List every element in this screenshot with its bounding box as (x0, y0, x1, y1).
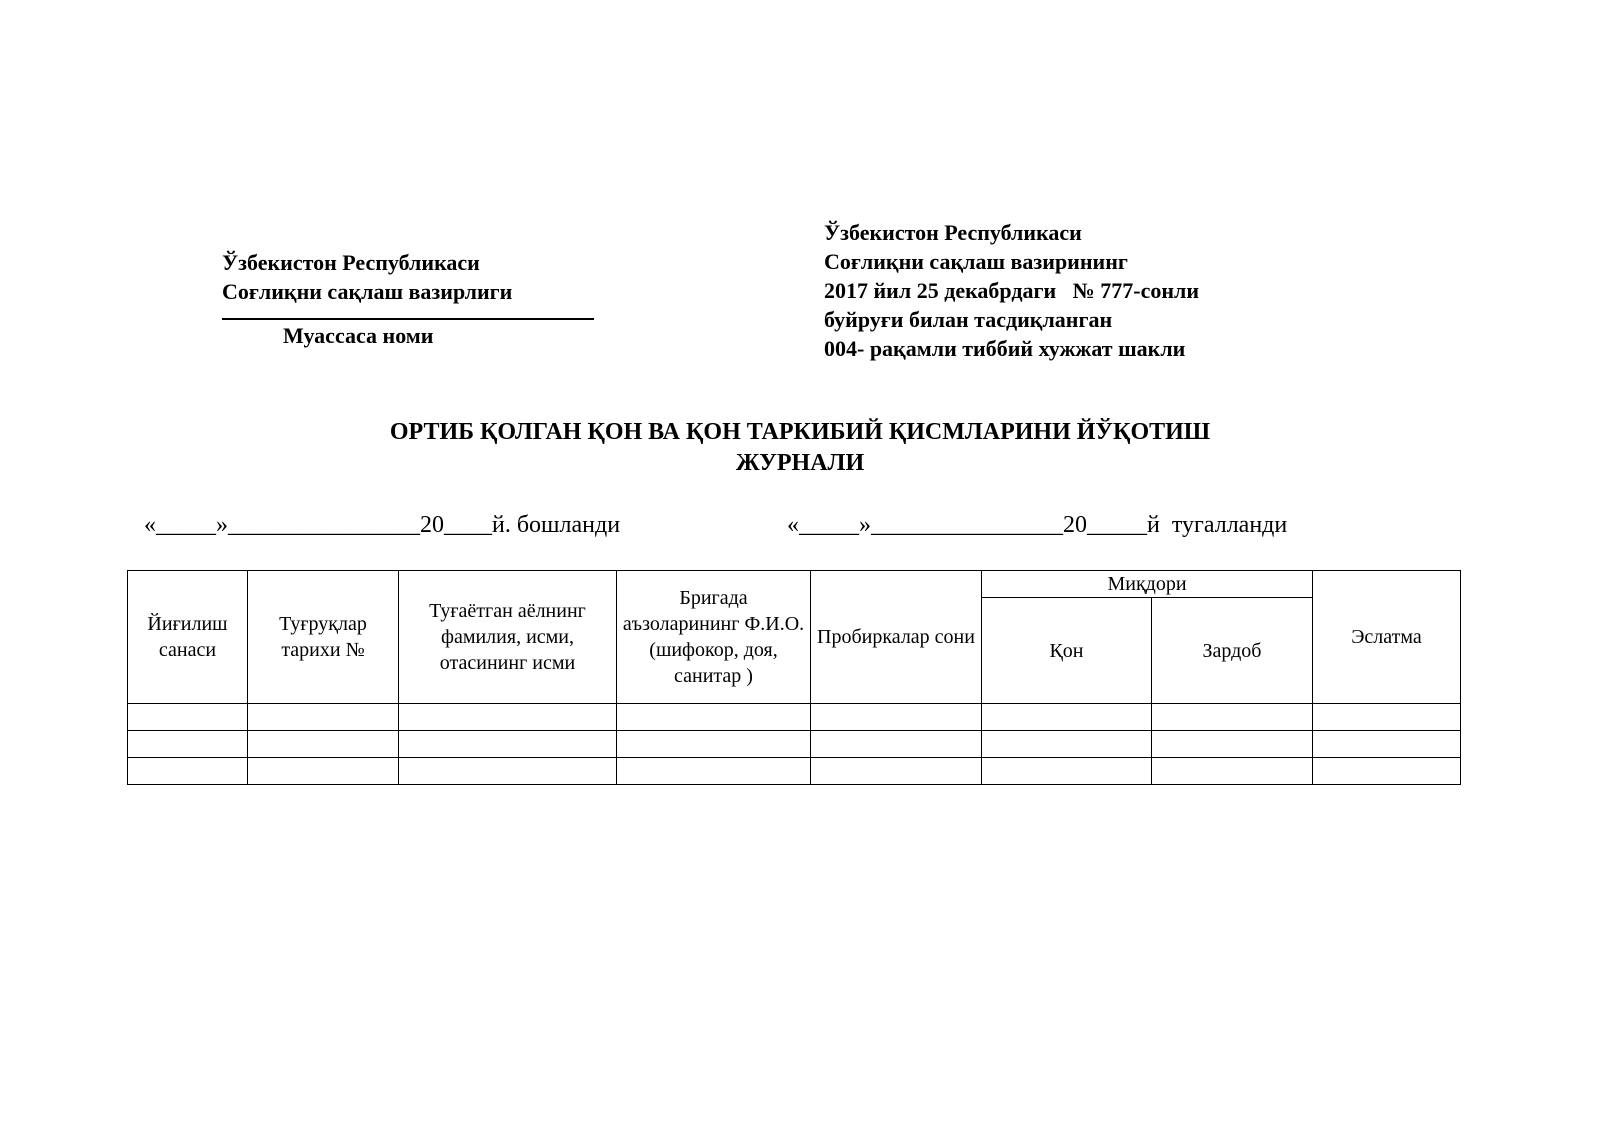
table-cell[interactable] (1152, 704, 1313, 731)
table-cell[interactable] (1152, 758, 1313, 785)
table-cell[interactable] (399, 758, 617, 785)
approval-line-2: Соғлиқни сақлаш вазирининг (824, 249, 1128, 274)
table-row (128, 731, 1461, 758)
table-cell[interactable] (248, 758, 399, 785)
header-brigade-members: Бригада аъзоларининг Ф.И.О. (шифокор, доя, санитар ) (617, 571, 811, 704)
institution-name-label: Муассаса номи (283, 323, 434, 348)
table-cell[interactable] (1152, 731, 1313, 758)
table-cell[interactable] (811, 758, 982, 785)
table-cell[interactable] (1313, 704, 1461, 731)
country-name: Ўзбекистон Республикаси (222, 250, 480, 275)
table-cell[interactable] (982, 758, 1152, 785)
header-blood: Қон (982, 598, 1152, 704)
table-cell[interactable] (617, 731, 811, 758)
table-cell[interactable] (128, 731, 248, 758)
institution-name-blank (222, 318, 594, 320)
table-cell[interactable] (128, 758, 248, 785)
table-row (128, 704, 1461, 731)
start-date-line: «_____»________________20____й. бошланди (144, 512, 621, 538)
table-cell[interactable] (982, 704, 1152, 731)
ministry-name: Соғлиқни сақлаш вазирлиги (222, 279, 513, 304)
document-title (300, 417, 1300, 479)
header-tube-count: Пробиркалар сони (811, 571, 982, 704)
approval-block (824, 218, 1344, 363)
table-row (128, 758, 1461, 785)
journal-table (127, 570, 1461, 785)
table-cell[interactable] (248, 731, 399, 758)
table-cell[interactable] (399, 731, 617, 758)
table-cell[interactable] (1313, 731, 1461, 758)
end-date-line: «_____»________________20_____й тугалланди (787, 512, 1288, 538)
table-cell[interactable] (811, 731, 982, 758)
table-cell[interactable] (617, 704, 811, 731)
ministry-header (222, 248, 602, 350)
table-cell[interactable] (128, 704, 248, 731)
table-cell[interactable] (982, 731, 1152, 758)
approval-line-3: 2017 йил 25 декабрдаги № 777-сонли (824, 278, 1200, 303)
document-title-line-1: ОРТИБ ҚОЛГАН ҚОН ВА ҚОН ТАРКИБИЙ ҚИСМЛАРИНИ ЙЎҚОТИШ (389, 419, 1211, 445)
table-cell[interactable] (617, 758, 811, 785)
header-collection-date: Йиғилиш санаси (128, 571, 248, 704)
header-mother-full-name: Туғаётган аёлнинг фамилия, исми, отасининг исми (399, 571, 617, 704)
header-quantity: Миқдори (982, 571, 1313, 598)
table-cell[interactable] (248, 704, 399, 731)
header-birth-history-number: Туғруқлар тарихи № (248, 571, 399, 704)
approval-line-1: Ўзбекистон Республикаси (824, 220, 1082, 245)
approval-line-5: 004- рақамли тиббий хужжат шакли (824, 336, 1186, 361)
document-title-line-2: ЖУРНАЛИ (735, 450, 865, 476)
header-note: Эслатма (1313, 571, 1461, 704)
table-cell[interactable] (811, 704, 982, 731)
table-cell[interactable] (399, 704, 617, 731)
header-serum: Зардоб (1152, 598, 1313, 704)
approval-line-4: буйруғи билан тасдиқланган (824, 307, 1113, 332)
table-cell[interactable] (1313, 758, 1461, 785)
